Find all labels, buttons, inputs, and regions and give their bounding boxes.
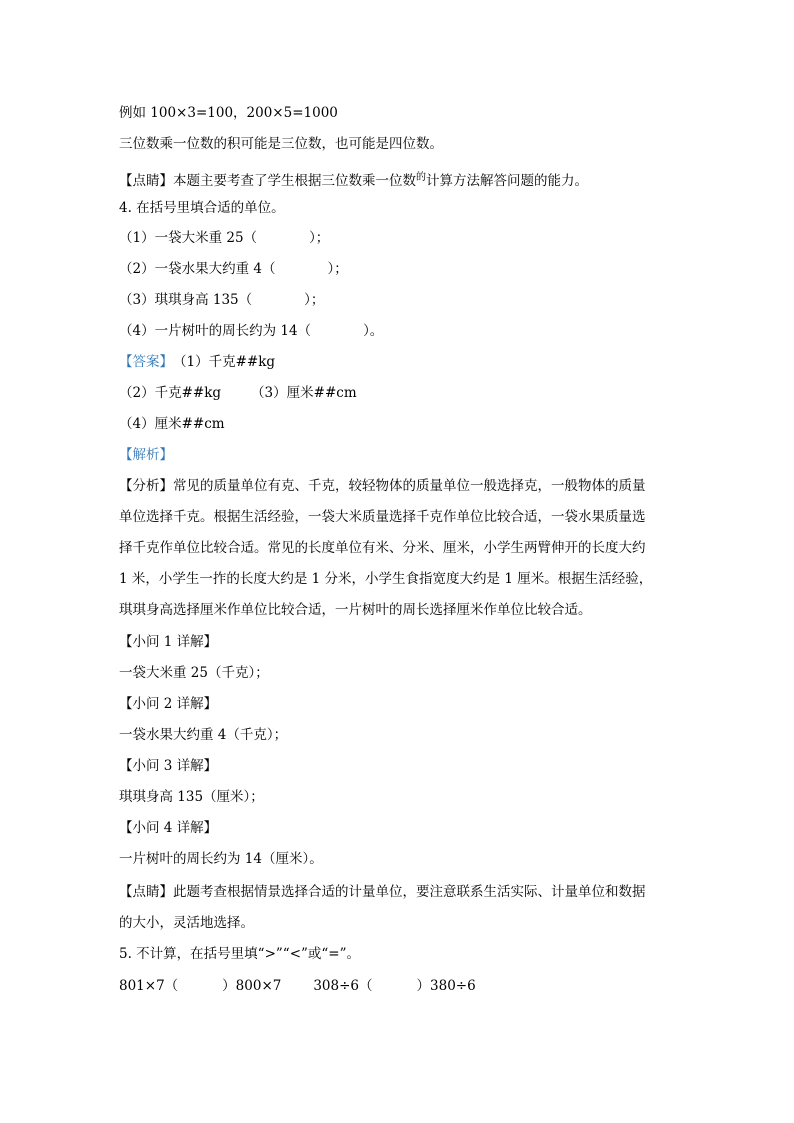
sub-question-4-heading	[119, 818, 217, 838]
note-text-sup: 的	[416, 172, 426, 183]
question-4-text: 4. 在括号里填合适的单位。	[119, 200, 285, 216]
analysis-line-1	[119, 476, 646, 496]
question-4-part-3	[119, 290, 324, 310]
compare-item-2-left: 308÷6（	[313, 978, 373, 994]
question-4-title	[119, 198, 285, 218]
analysis-tag: 【解析】	[119, 447, 173, 463]
sub-question-2-tag: 【小问 2 详解】	[119, 696, 218, 712]
note-2-text: 此题考查根据情景选择合适的计量单位，要注意联系生活实际、计量单位和数据	[173, 884, 646, 900]
conclusion-line	[119, 134, 443, 154]
sub-question-1-text: 一袋大米重 25（千克）；	[119, 665, 269, 681]
note-line-3	[119, 913, 254, 933]
answer-tag: 【答案】	[119, 354, 173, 370]
part-1-text: （1）一袋大米重 25（	[119, 230, 258, 246]
answer-2-text: （2）千克##kg	[119, 385, 222, 401]
analysis-line-4	[119, 569, 652, 589]
sub-question-4-answer	[119, 849, 323, 869]
compare-item-2-right: ）380÷6	[416, 978, 476, 994]
note-text-b: 计算方法解答问题的能力。	[426, 173, 588, 189]
sub-question-1-heading	[119, 632, 217, 652]
analysis-heading	[119, 445, 173, 465]
part-2-end: ）；	[327, 261, 348, 277]
analysis-text-3: 择千克作单位比较合适。常见的长度单位有米、分米、厘米，小学生两臂伸开的长度大约	[119, 540, 646, 556]
sub-question-2-text: 一袋水果大约重 4（千克）；	[119, 727, 288, 743]
example-text: 例如 100×3=100，200×5=1000	[119, 105, 338, 121]
note-3-text: 的大小，灵活地选择。	[119, 915, 254, 931]
note-text-a: 本题主要考查了学生根据三位数乘一位数	[173, 173, 416, 189]
sub-question-4-text: 一片树叶的周长约为 14（厘米）。	[119, 851, 323, 867]
analysis-sub-tag: 【分析】	[119, 478, 173, 494]
sub-question-2-heading	[119, 694, 217, 714]
question-5-items	[119, 976, 476, 996]
part-3-text: （3）琪琪身高 135（	[119, 292, 253, 308]
part-3-end: ）；	[304, 292, 325, 308]
analysis-text-1: 常见的质量单位有克、千克，较轻物体的质量单位一般选择克，一般物体的质量	[173, 478, 646, 494]
analysis-text-5: 琪琪身高选择厘米作单位比较合适，一片树叶的周长选择厘米作单位比较合适。	[119, 602, 592, 618]
sub-question-3-answer	[119, 787, 264, 807]
part-4-end: ）。	[363, 323, 384, 339]
note-2-tag: 【点睛】	[119, 884, 173, 900]
question-4-part-1	[119, 228, 329, 248]
sub-question-3-heading	[119, 756, 217, 776]
part-4-text: （4）一片树叶的周长约为 14（	[119, 323, 312, 339]
note-line-2	[119, 882, 646, 902]
sub-question-2-answer	[119, 725, 287, 745]
sub-question-3-tag: 【小问 3 详解】	[119, 758, 218, 774]
compare-item-1-right: ）800×7	[222, 978, 282, 994]
sub-question-3-text: 琪琪身高 135（厘米）；	[119, 789, 264, 805]
question-4-part-2	[119, 259, 348, 279]
part-2-text: （2）一袋水果大约重 4（	[119, 261, 276, 277]
question-5-text: 5. 不计算，在括号里填“>”“<”或“=”。	[119, 946, 361, 962]
answer-3-text: （3）厘米##cm	[251, 385, 357, 401]
example-line	[119, 103, 338, 123]
question-4-part-4	[119, 321, 383, 341]
question-5-title	[119, 944, 360, 964]
answer-line-2	[119, 383, 357, 403]
part-1-end: ）；	[309, 230, 330, 246]
analysis-text-4: 1 米，小学生一拃的长度大约是 1 分米，小学生食指宽度大约是 1 厘米。根据生活经验，	[119, 571, 653, 587]
answer-4-text: （4）厘米##cm	[119, 416, 225, 432]
answer-line-3	[119, 414, 225, 434]
sub-question-1-answer	[119, 663, 269, 683]
conclusion-text: 三位数乘一位数的积可能是三位数，也可能是四位数。	[119, 136, 443, 152]
note-tag: 【点睛】	[119, 173, 173, 189]
sub-question-4-tag: 【小问 4 详解】	[119, 820, 218, 836]
sub-question-1-tag: 【小问 1 详解】	[119, 634, 218, 650]
analysis-line-2	[119, 507, 646, 527]
compare-item-1-left: 801×7（	[119, 978, 179, 994]
analysis-text-2: 单位选择千克。根据生活经验，一袋大米质量选择千克作单位比较合适，一袋水果质量选	[119, 509, 646, 525]
analysis-line-5	[119, 600, 592, 620]
analysis-line-3	[119, 538, 646, 558]
answer-line-1	[119, 352, 275, 372]
answer-1-text: （1）千克##kg	[173, 354, 276, 370]
note-line-1	[119, 168, 588, 191]
